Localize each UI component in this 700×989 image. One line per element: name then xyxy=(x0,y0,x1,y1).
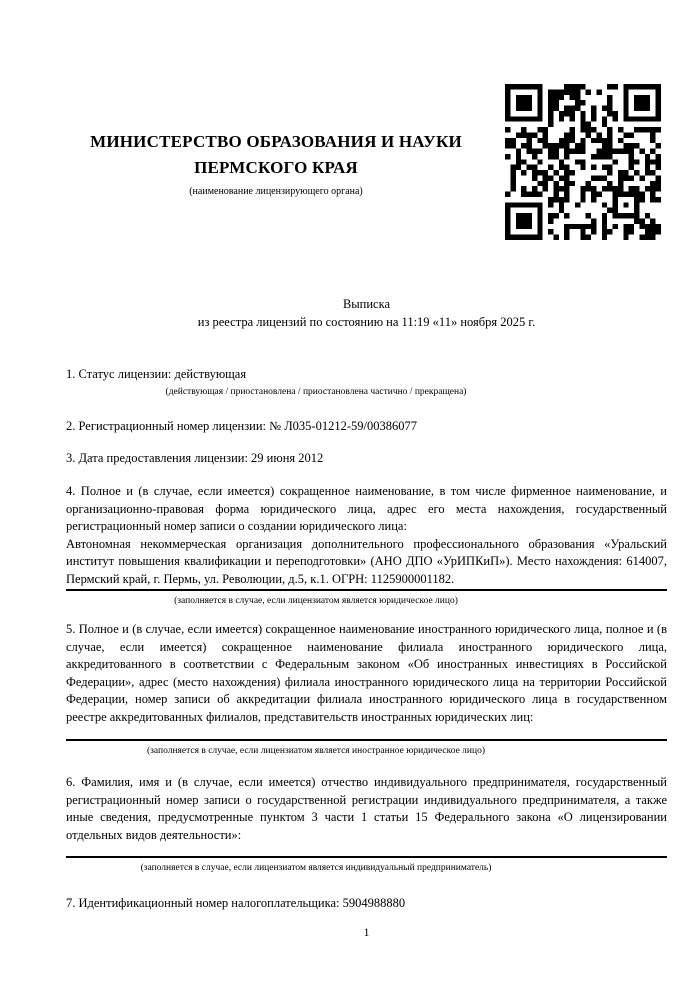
fill-in-line xyxy=(66,739,667,741)
individual-entrepreneur-question: 6. Фамилия, имя и (в случае, если имеется) отчество индивидуального предпринимателя, государственный регистрационный номер записи о государственной регистрации индивидуального предпринимателя, а также иные сведения, предусмотренные пунктом 3 части 1 статьи 15 Федерального закона «О лицензировании отдельных видов деятельности»: xyxy=(66,775,667,842)
authority-title-line1: МИНИСТЕРСТВО ОБРАЗОВАНИЯ И НАУКИ xyxy=(90,132,462,151)
foreign-entity-caption: (заполняется в случае, если лицензиатом является иностранное юридическое лицо) xyxy=(147,746,485,756)
qr-code-image xyxy=(505,84,661,240)
fill-in-line xyxy=(66,589,667,591)
legal-entity-answer: Автономная некоммерческая организация дополнительного профессионального образования «Уральский институт повышения квалификации и переподготовки» (АНО ДПО «УрИПКиП»). Место нахождения: 614007, Пермский край, г. Пермь, ул. Революции, д.5, к.1. ОГРН: 1125900001182. xyxy=(66,536,667,586)
legal-entity-section xyxy=(66,483,667,588)
authority-subtitle: (наименование лицензирующего органа) xyxy=(189,186,363,197)
license-status-caption: (действующая / приостановлена / приостановлена частично / прекращена) xyxy=(165,387,467,397)
document-title-line2: из реестра лицензий по состоянию на 11:19 «11» ноября 2025 г. xyxy=(197,314,536,329)
foreign-entity-question: 5. Полное и (в случае, если имеется) сокращенное наименование иностранного юридического лица, полное и (в случае, если имеется) сокращенное наименование филиала иностранного юридического лица, аккредитованного в соответствии с Федеральным законом «Об иностранных инвестициях в Российской Федерации», адрес (место нахождения) филиала иностранного юридического лица на территории Российской Федерации, номер записи об аккредитации филиала иностранного юридического лица в государственном реестре аккредитованных филиалов, представительств иностранных юридических лиц: xyxy=(66,622,667,724)
authority-title-line2: ПЕРМСКОГО КРАЯ xyxy=(194,158,358,177)
legal-entity-question: 4. Полное и (в случае, если имеется) сокращенное наименование, в том числе фирменное наименование, и организационно-правовая форма юридического лица, адрес его места нахождения, государственный регистрационный номер записи о создании юридического лица: xyxy=(66,484,667,533)
taxpayer-id-line: 7. Идентификационный номер налогоплательщика: 5904988880 xyxy=(66,896,406,910)
qr-code xyxy=(505,84,661,240)
fill-in-line xyxy=(66,856,667,858)
foreign-entity-section xyxy=(66,621,667,726)
legal-entity-caption: (заполняется в случае, если лицензиатом является юридическое лицо) xyxy=(174,596,458,606)
document-title xyxy=(66,296,667,331)
licensing-authority-header xyxy=(66,129,486,198)
document-title-line1: Выписка xyxy=(342,297,391,311)
individual-entrepreneur-caption: (заполняется в случае, если лицензиатом является индивидуальный предприниматель) xyxy=(140,863,492,873)
grant-date-line: 3. Дата предоставления лицензии: 29 июня 2012 xyxy=(66,451,324,465)
license-status-line: 1. Статус лицензии: действующая xyxy=(66,367,247,381)
individual-entrepreneur-section xyxy=(66,774,667,844)
page-number: 1 xyxy=(363,925,370,939)
registration-number-line: 2. Регистрационный номер лицензии: № Л035-01212-59/00386077 xyxy=(66,419,417,433)
